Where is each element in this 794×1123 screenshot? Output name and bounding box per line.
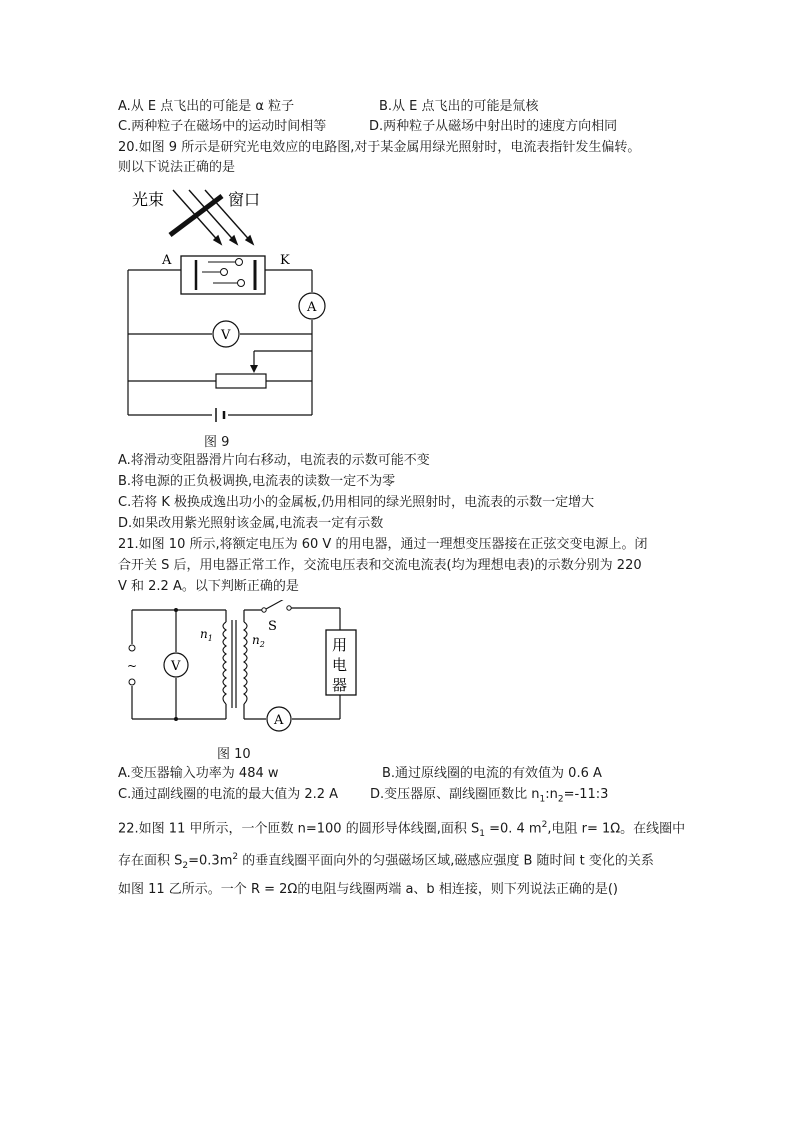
q19-option-c: C.两种粒子在磁场中的运动时间相等 bbox=[118, 119, 327, 134]
q19-option-a: A.从 E 点飞出的可能是 α 粒子 bbox=[118, 99, 295, 114]
beam-label: 光束 bbox=[132, 190, 165, 209]
q20-option-c: C.若将 K 极换成逸出功小的金属板,仍用相同的绿光照射时，电流表的示数一定增大 bbox=[118, 495, 595, 510]
q21-option-d: D.变压器原、副线圈匝数比 $n_1:n_2=-11:3$ bbox=[370, 787, 609, 805]
q20-stem-line-2: 则以下说法正确的是 bbox=[118, 160, 236, 175]
circuit-wires bbox=[132, 608, 340, 719]
label-k: K bbox=[280, 253, 290, 268]
q22-stem-line-2: 存在面积 $S_2=0.3m^2$ 的垂直线圈平面向外的匀强磁场区域,磁感应强度 B 随时间 t 变化的关系 bbox=[118, 852, 654, 871]
switch-pivot bbox=[262, 608, 266, 612]
figure-10-transformer-circuit bbox=[118, 600, 368, 735]
q20-stem-line-1: 20.如图 9 所示是研究光电效应的电路图,对于某金属用绿光照射时，电流表指针发生偏转。 bbox=[118, 140, 641, 155]
q20-option-b: B.将电源的正负极调换,电流表的读数一定不为零 bbox=[118, 474, 396, 489]
q19-option-d: D.两种粒子从磁场中射出时的速度方向相同 bbox=[369, 119, 618, 134]
figure-9-caption: 图 9 bbox=[204, 435, 230, 450]
rheostat bbox=[216, 374, 266, 388]
device-char-1: 用 bbox=[332, 636, 348, 654]
q22-stem-line-1: 22.如图 11 甲所示，一个匝数 n=100 的圆形导体线圈,面积 $S_1 =0$. 4 $m^2$,电阻 r= 1Ω。在线圈中 bbox=[118, 820, 686, 839]
switch-label: S bbox=[268, 619, 277, 634]
q21-option-a: A.变压器输入功率为 484 w bbox=[118, 766, 279, 781]
switch-contact bbox=[287, 606, 291, 610]
q21-stem-line-1: 21.如图 10 所示,将额定电压为 60 V 的用电器，通过一理想变压器接在正弦交变电源上。闭 bbox=[118, 537, 648, 552]
device-char-2: 电 bbox=[332, 656, 348, 674]
figure-9-photoelectric-circuit bbox=[118, 180, 338, 430]
q19-option-b: B.从 E 点飞出的可能是氚核 bbox=[379, 99, 539, 114]
ac-source-icon: ~ bbox=[127, 659, 138, 673]
q21-option-b: B.通过原线圈的电流的有效值为 0.6 A bbox=[382, 766, 602, 781]
q21-option-c: C.通过副线圈的电流的最大值为 2.2 A bbox=[118, 787, 339, 802]
voltmeter-label: V bbox=[221, 328, 231, 343]
n2-label: $n_2$ bbox=[252, 633, 265, 649]
n1-label: $n_1$ bbox=[200, 627, 213, 643]
voltmeter-label: V bbox=[171, 659, 181, 674]
secondary-coil bbox=[244, 622, 247, 704]
q20-option-a: A.将滑动变阻器滑片向右移动，电流表的示数可能不变 bbox=[118, 453, 430, 468]
source-terminal-bottom bbox=[129, 679, 135, 685]
q22-stem-line-3: 如图 11 乙所示。一个 R = 2Ω的电阻与线圈两端 a、b 相连接，则下列说法正确的是() bbox=[118, 882, 618, 897]
source-terminal-top bbox=[129, 645, 135, 651]
q21-stem-line-3: V 和 2.2 A。以下判断正确的是 bbox=[118, 579, 299, 594]
label-a: A bbox=[162, 253, 172, 268]
window-label: 窗口 bbox=[228, 190, 261, 209]
rheostat-slider-arrow bbox=[250, 365, 258, 373]
ammeter-label: A bbox=[307, 300, 317, 315]
electrons bbox=[202, 259, 245, 287]
figure-10-caption: 图 10 bbox=[217, 747, 251, 762]
primary-coil bbox=[223, 622, 226, 704]
q20-option-d: D.如果改用紫光照射该金属,电流表一定有示数 bbox=[118, 516, 384, 531]
q21-stem-line-2: 合开关 S 后，用电器正常工作，交流电压表和交流电流表(均为理想电表)的示数分别为 220 bbox=[118, 558, 642, 573]
switch-blade bbox=[266, 600, 286, 609]
device-char-3: 器 bbox=[332, 676, 348, 694]
ammeter-label: A bbox=[274, 713, 284, 728]
